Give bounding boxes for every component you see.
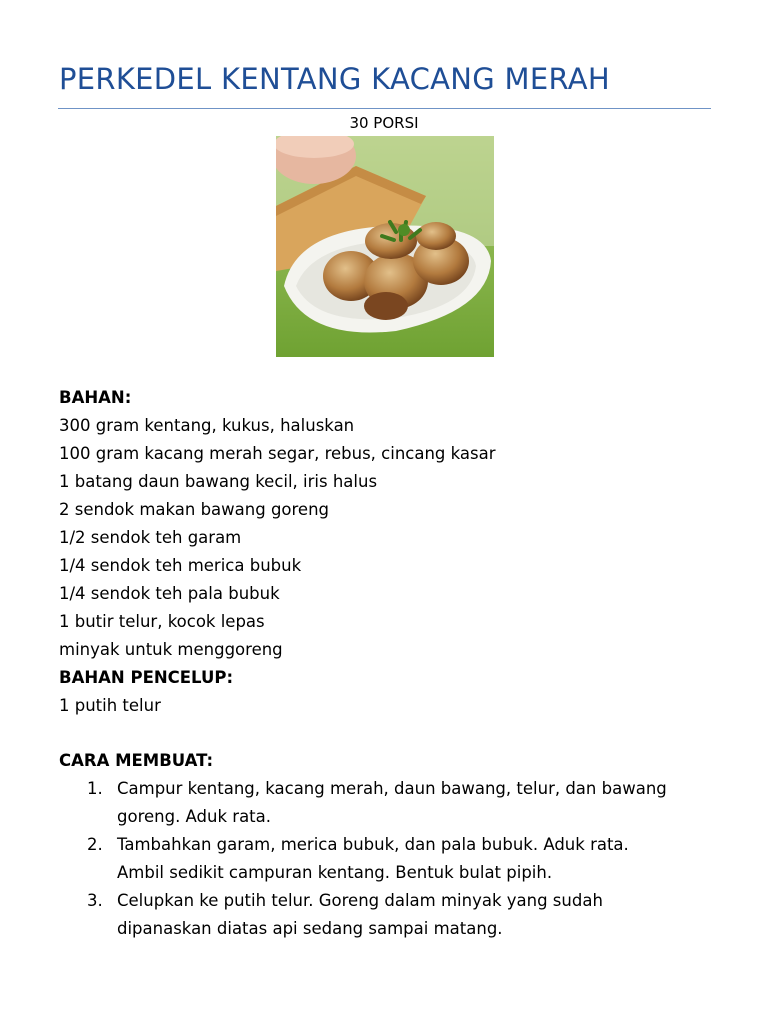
step-number: 1. [87,779,103,798]
page-title: PERKEDEL KENTANG KACANG MERAH [59,62,611,96]
step-text: dipanaskan diatas api sedang sampai matang. [117,919,503,938]
step-text: Tambahkan garam, merica bubuk, dan pala bubuk. Aduk rata. [117,835,629,854]
ingredient-item: 100 gram kacang merah segar, rebus, cincang kasar [59,444,496,463]
cara-heading: CARA MEMBUAT: [59,751,214,770]
bahan-section [59,384,496,720]
ingredient-item: 300 gram kentang, kukus, haluskan [59,416,355,435]
step-number: 3. [87,891,103,910]
title-divider [58,108,711,109]
ingredient-item: 1/4 sendok teh merica bubuk [59,556,302,575]
fried-patties-on-plate-photo [276,136,494,357]
ingredient-item: 1 batang daun bawang kecil, iris halus [59,472,378,491]
step-number: 2. [87,835,103,854]
serving-size: 30 PORSI [349,114,419,132]
step-text: Ambil sedikit campuran kentang. Bentuk bulat pipih. [117,863,553,882]
step-item [59,831,719,887]
step-text: goreng. Aduk rata. [117,807,272,826]
step-text: Campur kentang, kacang merah, daun bawang, telur, dan bawang [117,779,667,798]
step-item [59,775,719,831]
ingredient-item: 1/2 sendok teh garam [59,528,242,547]
bahan-heading: BAHAN: [59,388,132,407]
pencelup-heading: BAHAN PENCELUP: [59,668,234,687]
ingredient-item: 1/4 sendok teh pala bubuk [59,584,280,603]
step-text: Celupkan ke putih telur. Goreng dalam minyak yang sudah [117,891,603,910]
ingredient-item: 2 sendok makan bawang goreng [59,500,330,519]
ingredient-item: 1 butir telur, kocok lepas [59,612,265,631]
steps-list [59,775,719,943]
ingredient-item: minyak untuk menggoreng [59,640,283,659]
step-item [59,887,719,943]
ingredient-item: 1 putih telur [59,696,161,715]
